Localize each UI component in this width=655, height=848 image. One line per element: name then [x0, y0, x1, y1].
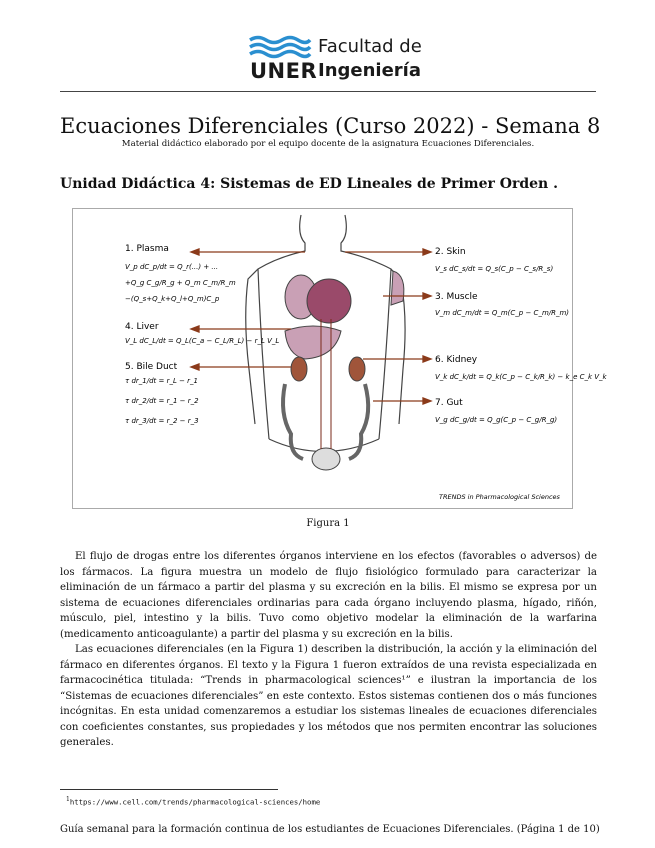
- paragraph-1: El flujo de drogas entre los diferentes órganos interviene en los efectos (favorables o adversos) de los fármacos. La figura muestra un modelo de flujo fisiológico formulado para caracterizar la eliminación de un fármaco a partir del plasma y su excreción en la bilis. El mismo se expresa por un sistema de ecuaciones diferenciales ordinarias para cada órgano incluyendo plasma, hígado, riñón, músculo, piel, intestino y la bilis. Tuvo como objetivo modelar la eliminación de la warfarina (medicamento anticoagulante) a partir del plasma y su excreción en la bilis.: [60, 551, 597, 640]
- logo-line2: Ingeniería: [318, 60, 421, 81]
- eq-plasma-3: −(Q_s+Q_k+Q_l+Q_m)C_p: [125, 295, 220, 303]
- eq-kidney: V_k dC_k/dt = Q_k(C_p − C_k/R_k) − k_e C_k V_k: [435, 373, 607, 381]
- skin-arm: [391, 271, 404, 305]
- body-diagram: [73, 209, 607, 508]
- label-plasma: 1. Plasma: [125, 244, 169, 254]
- figure-credit: TRENDS in Pharmacological Sciences: [439, 493, 560, 501]
- eq-muscle: V_m dC_m/dt = Q_m(C_p − C_m/R_m): [435, 309, 570, 317]
- eq-bile-1: τ dr_1/dt = r_L − r_1: [125, 377, 199, 385]
- eq-skin: V_s dC_s/dt = Q_s(C_p − C_s/R_s): [435, 265, 554, 273]
- figure-caption: Figura 1: [306, 518, 350, 529]
- footnote-rule: [60, 789, 278, 790]
- header-rule: [60, 91, 596, 92]
- label-kidney: 6. Kidney: [435, 355, 478, 365]
- label-skin: 2. Skin: [435, 247, 466, 257]
- section-title: Unidad Didáctica 4: Sistemas de ED Lineales de Primer Orden .: [60, 176, 558, 192]
- bladder: [312, 448, 340, 470]
- liver: [285, 326, 341, 359]
- label-liver: 4. Liver: [125, 322, 159, 332]
- footnote-mark: 1: [66, 796, 70, 803]
- label-bile-duct: 5. Bile Duct: [125, 362, 178, 372]
- label-gut: 7. Gut: [435, 398, 463, 408]
- heart: [307, 279, 351, 323]
- eq-bile-2: τ dr_2/dt = r_1 − r_2: [125, 397, 199, 405]
- eq-liver: V_L dC_L/dt = Q_L(C_a − C_L/R_L) − r_L V_L: [125, 337, 280, 345]
- kidney-right: [349, 357, 365, 381]
- kidney-left: [291, 357, 307, 381]
- footnote-link[interactable]: https://www.cell.com/trends/pharmacological-sciences/home: [69, 797, 321, 807]
- figure-pharmacokinetic-model: [72, 208, 607, 509]
- logo-line1: Facultad de: [318, 36, 422, 57]
- logo-acronym: UNER: [250, 59, 318, 83]
- footnote: [66, 796, 320, 806]
- page-subtitle: Material didáctico elaborado por el equipo docente de la asignatura Ecuaciones Diferenciales.: [121, 139, 535, 149]
- paragraph-2: Las ecuaciones diferenciales (en la Figura 1) describen la distribución, la acción y la eliminación del fármaco en diferentes órganos. El texto y la Figura 1 fueron extraídos de una revista especializada en farmacocinética titulada: “Trends in pharmacological sciences¹” e ilustran la importancia de los “Sistemas de ecuaciones diferenciales” en este contexto. Estos sistemas contienen dos o más funciones incógnitas. En esta unidad comenzaremos a estudiar los sistemas lineales de ecuaciones diferenciales con coeficientes constantes, sus propiedades y los métodos que nos permiten encontrar las soluciones generales.: [60, 644, 597, 748]
- page-title: Ecuaciones Diferenciales (Curso 2022) - Semana 8: [60, 114, 601, 138]
- waves-icon: [248, 34, 310, 60]
- page-footer: Guía semanal para la formación continua de los estudiantes de Ecuaciones Diferenciales. (Página 1 de 10): [60, 824, 600, 835]
- eq-gut: V_g dC_g/dt = Q_g(C_p − C_g/R_g): [435, 416, 558, 424]
- faculty-logo: [248, 31, 428, 81]
- eq-plasma: V_p dC_p/dt = Q_r(...) + ...: [125, 263, 219, 271]
- eq-bile-3: τ dr_3/dt = r_2 − r_3: [125, 417, 199, 425]
- label-muscle: 3. Muscle: [435, 292, 478, 302]
- eq-plasma-2: +Q_g C_g/R_g + Q_m C_m/R_m: [125, 279, 236, 287]
